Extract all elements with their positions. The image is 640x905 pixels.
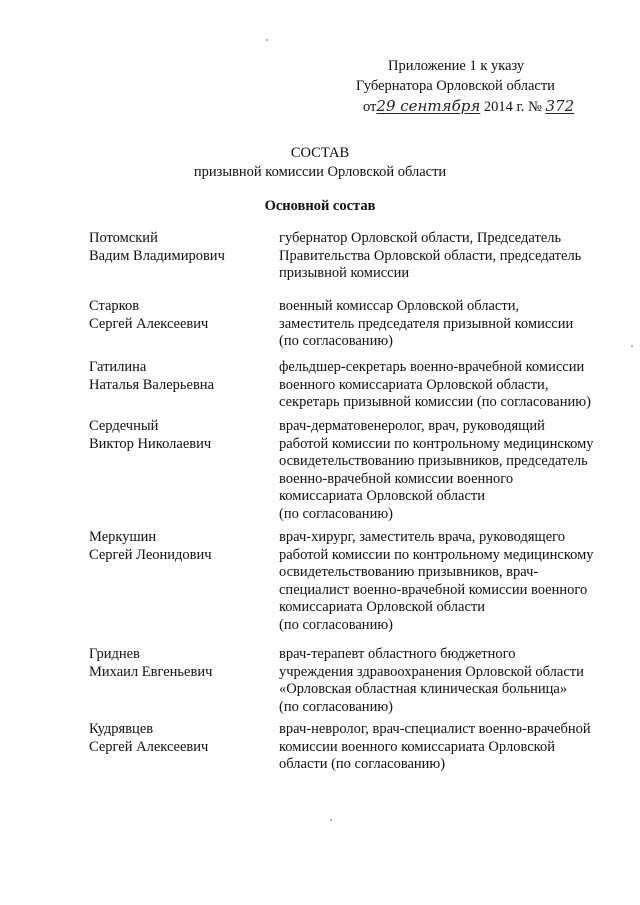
role-line: фельдшер-секретарь военно-врачебной комиссии [279,359,585,375]
role-line: военно-врачебной комиссии военного [279,470,514,487]
member-name [89,359,274,394]
appendix-header [348,56,588,117]
role-line: врач-дерматовенеролог, врач, руководящий [279,418,545,434]
role-line: (по согласованию) [279,333,393,350]
section-title: Основной состав [264,198,376,214]
role-line: врач-терапевт областного бюджетного [279,646,516,662]
member-given-names: Наталья Валерьевна [89,376,214,393]
member-name [89,646,274,681]
role-line: врач-хирург, заместитель врача, руководящего [279,529,565,545]
member-role [279,646,625,716]
document-subtitle: призывной комиссии Орловской области [193,164,447,180]
member-given-names: Виктор Николаевич [89,435,212,452]
role-line: работой комиссии по контрольному медицинскому [279,435,594,452]
role-line: губернатор Орловской области, Председатель [279,230,562,246]
role-line: военного комиссариата Орловской области, [279,376,549,393]
number-sign: № [528,99,542,115]
member-surname: Кудрявцев [89,721,154,737]
appendix-year: 2014 г. [483,99,525,115]
member-name [89,230,274,265]
member-given-names: Сергей Алексеевич [89,315,209,332]
member-given-names: Вадим Владимирович [89,247,225,264]
role-line: (по согласованию) [279,616,393,633]
role-line: учреждения здравоохранения Орловской области [279,663,584,680]
appendix-from: от [363,99,377,115]
member-name [89,529,274,564]
member-role [279,359,625,412]
handwritten-date: 29 сентября [376,97,481,115]
member-given-names: Михаил Евгеньевич [89,663,213,680]
member-surname: Старков [89,298,140,314]
role-line: специалист военно-врачебной комиссии военного [279,581,588,598]
member-surname: Гатилина [89,359,147,375]
appendix-date-line [348,96,588,117]
member-name [89,298,274,333]
member-name [89,418,274,453]
role-line: (по согласованию) [279,698,393,715]
member-surname: Меркушин [89,529,157,545]
role-line: (по согласованию) [279,505,393,522]
role-line: военный комиссар Орловской области, [279,298,520,314]
role-line: комиссариата Орловской области [279,599,485,616]
scan-speck [266,39,268,41]
member-role [279,529,625,635]
role-line: секретарь призывной комиссии (по согласованию) [279,394,591,411]
role-line: комиссариата Орловской области [279,488,485,505]
role-line: комиссии военного комиссариата Орловской [279,738,555,755]
member-role [279,230,625,283]
member-given-names: Сергей Алексеевич [89,738,209,755]
role-line: работой комиссии по контрольному медицинскому [279,546,594,563]
document-title: СОСТАВ [290,145,350,161]
role-line: заместитель председателя призывной комиссии [279,315,574,332]
role-line: области (по согласованию) [279,756,446,773]
appendix-line-1: Приложение 1 к указу [388,58,525,74]
member-given-names: Сергей Леонидович [89,546,212,563]
member-surname: Гриднев [89,646,140,662]
member-name [89,721,274,756]
role-line: призывной комиссии [279,265,410,282]
member-role [279,418,625,524]
role-line: Правительства Орловской области, председатель [279,247,582,264]
handwritten-number: 372 [545,97,575,115]
member-surname: Сердечный [89,418,159,434]
role-line: врач-невролог, врач-специалист военно-врачебной [279,721,591,737]
role-line: «Орловская областная клиническая больница» [279,681,568,698]
scan-speck [330,819,332,821]
member-role [279,298,625,351]
member-surname: Потомский [89,230,158,246]
role-line: освидетельствованию призывников, председатель [279,453,588,470]
scan-speck [631,345,633,347]
appendix-line-2: Губернатора Орловской области [356,78,555,94]
role-line: освидетельствованию призывников, врач- [279,564,539,581]
member-role [279,721,625,774]
